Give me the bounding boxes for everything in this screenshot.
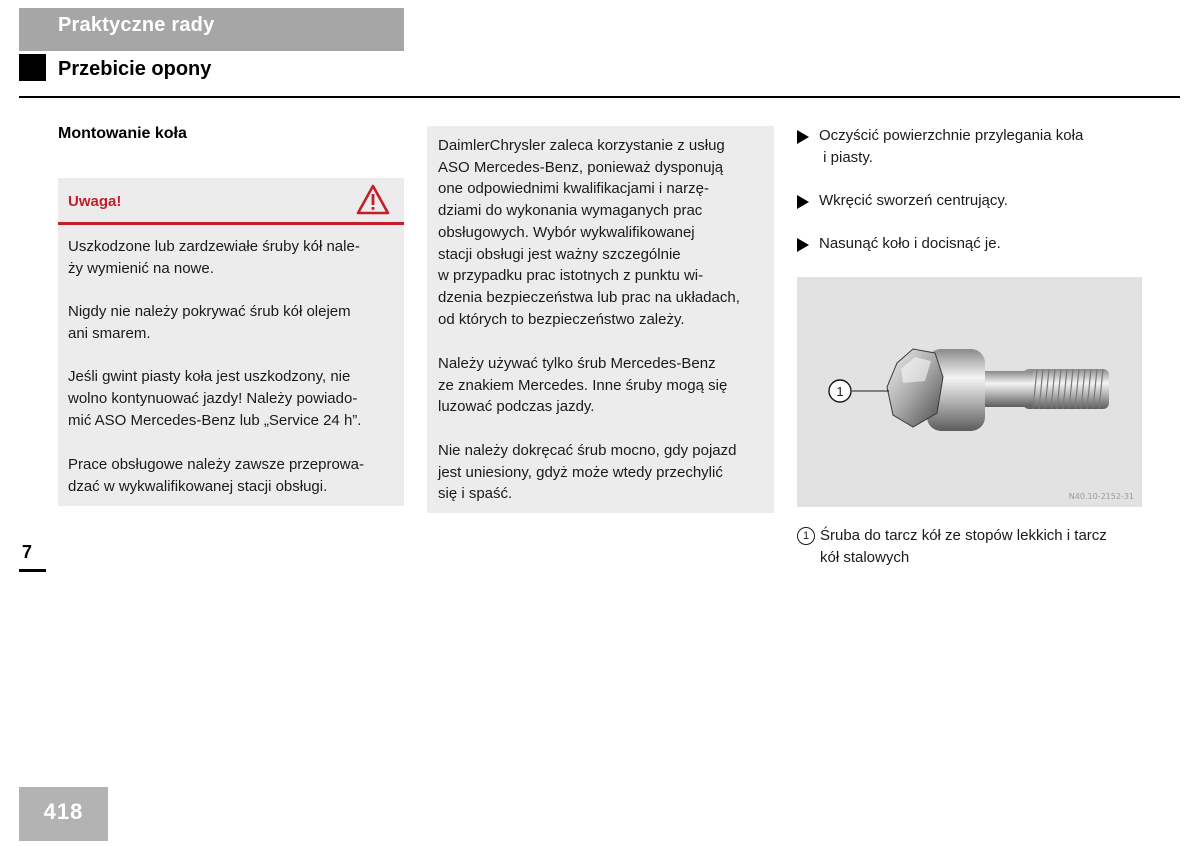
text-line: kół stalowych bbox=[820, 549, 910, 566]
text-line: one odpowiednimi kwalifikacjami i narzę- bbox=[438, 180, 709, 198]
text-line: DaimlerChrysler zaleca korzystanie z usług bbox=[438, 137, 725, 154]
warning-paragraph bbox=[68, 366, 393, 432]
text-line: stacji obsługi jest ważny szczególnie bbox=[438, 245, 681, 263]
figure-caption bbox=[820, 525, 1150, 569]
wheel-bolt-drawing bbox=[797, 277, 1142, 507]
bolt-illustration bbox=[797, 277, 1142, 507]
text-line: ży wymienić na nowe. bbox=[68, 260, 214, 277]
text-line: dzenia bezpieczeństwa lub prac na układach, bbox=[438, 288, 740, 306]
info-paragraph bbox=[438, 440, 772, 505]
section-header-bar bbox=[19, 8, 404, 51]
info-box bbox=[427, 126, 774, 513]
info-paragraph bbox=[438, 135, 772, 330]
subsection-heading: Montowanie koła bbox=[58, 125, 187, 142]
figure-callout-label: 1 bbox=[836, 384, 844, 399]
text-line: ze znakiem Mercedes. Inne śruby mogą się bbox=[438, 376, 728, 394]
text-line: ani smarem. bbox=[68, 325, 151, 342]
text-line: jest uniesiony, gdyż może wtedy przechylić bbox=[438, 463, 723, 481]
text-line: i piasty. bbox=[819, 149, 873, 166]
text-line: Prace obsługowe należy zawsze przeprowa- bbox=[68, 456, 364, 473]
text-line: dziami do wykonania wymaganych prac bbox=[438, 202, 703, 220]
text-line: Jeśli gwint piasty koła jest uszkodzony, nie bbox=[68, 368, 351, 385]
warning-triangle-icon bbox=[356, 184, 390, 216]
text-line: Śruba do tarcz kół ze stopów lekkich i tarcz bbox=[820, 527, 1107, 544]
section-title: Praktyczne rady bbox=[58, 14, 215, 36]
caption-number-badge: 1 bbox=[797, 527, 815, 545]
header-divider bbox=[19, 96, 1180, 98]
step-arrow-icon bbox=[797, 130, 809, 144]
step-arrow-icon bbox=[797, 195, 809, 209]
warning-paragraph bbox=[68, 301, 393, 345]
step-text: Nasunąć koło i docisnąć je. bbox=[819, 235, 1001, 252]
text-line: dzać w wykwalifikowanej stacji obsługi. bbox=[68, 478, 328, 495]
text-line: się i spaść. bbox=[438, 485, 513, 503]
page-number-box bbox=[19, 787, 108, 841]
text-line: w przypadku prac istotnych z punktu wi- bbox=[438, 267, 704, 285]
warning-divider bbox=[58, 222, 404, 225]
warning-paragraph bbox=[68, 454, 393, 498]
warning-title: Uwaga! bbox=[68, 193, 122, 210]
text-line: obsługowych. Wybór wykwalifikowanej bbox=[438, 223, 695, 241]
text-line: Uszkodzone lub zardzewiałe śruby kół nale- bbox=[68, 238, 360, 255]
warning-box bbox=[58, 178, 404, 506]
text-line: Nie należy dokręcać śrub mocno, gdy pojazd bbox=[438, 442, 737, 459]
text-line: luzować podczas jazdy. bbox=[438, 398, 595, 416]
page-title: Przebicie opony bbox=[58, 58, 212, 80]
text-line: Należy używać tylko śrub Mercedes-Benz bbox=[438, 355, 716, 372]
text-line: wolno kontynuować jazdy! Należy powiado- bbox=[68, 390, 358, 407]
step-text bbox=[819, 125, 1119, 169]
text-line: Nigdy nie należy pokrywać śrub kół olejem bbox=[68, 303, 351, 320]
page-number: 418 bbox=[43, 799, 84, 824]
figure-code: N40.10-2152-31 bbox=[1068, 492, 1134, 501]
text-line: od których to bezpieczeństwo zależy. bbox=[438, 310, 685, 328]
text-line: ASO Mercedes-Benz, ponieważ dysponują bbox=[438, 158, 724, 176]
step-arrow-icon bbox=[797, 238, 809, 252]
info-paragraph bbox=[438, 353, 772, 418]
heading-marker bbox=[19, 54, 46, 81]
text-line: mić ASO Mercedes-Benz lub „Service 24 h”. bbox=[68, 412, 362, 429]
chapter-underline bbox=[19, 569, 46, 572]
chapter-number: 7 bbox=[22, 542, 33, 562]
step-text: Wkręcić sworzeń centrujący. bbox=[819, 192, 1008, 209]
warning-paragraph bbox=[68, 236, 393, 280]
text-line: Oczyścić powierzchnie przylegania koła bbox=[819, 127, 1084, 144]
